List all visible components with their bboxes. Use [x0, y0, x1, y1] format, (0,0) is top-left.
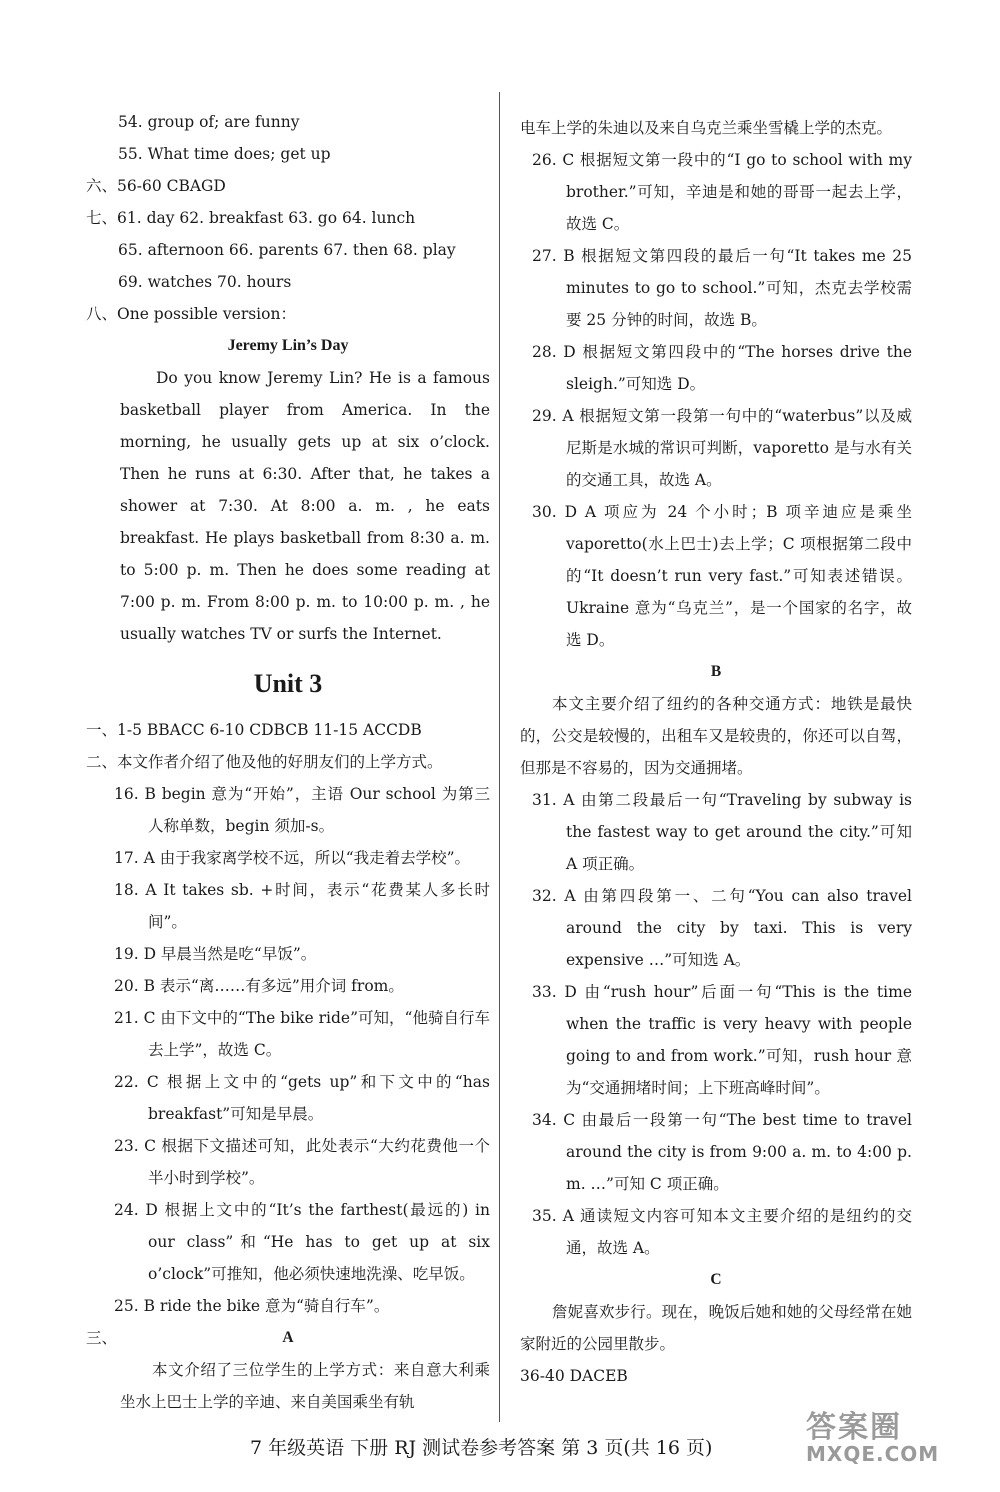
passage-a-heading: A	[282, 1329, 294, 1346]
question-23: 23. C 根据下文描述可知，此处表示“大约花费他一个半小时到学校”。	[114, 1137, 490, 1187]
section-8-heading: 八、One possible version：	[86, 305, 296, 323]
passage-c-heading: C	[710, 1271, 722, 1288]
question-28: 28. D 根据短文第四段中的“The horses drive the sleigh.”可知选 D。	[532, 343, 912, 393]
question-33: 33. D 由“rush hour”后面一句“This is the time when the traffic is very heavy with people going to and from work.”可知，rush hour 意为“交通拥堵时间；上下班高峰时间”。	[532, 983, 912, 1097]
question-27: 27. B 根据短文第四段的最后一句“It takes me 25 minutes to go to school.”可知，杰克去学校需要 25 分钟的时间，故选 B。	[532, 247, 912, 329]
question-19: 19. D 早晨当然是吃“早饭”。	[114, 945, 317, 963]
passage-a-summary-continued: 电车上学的朱迪以及来自乌克兰乘坐雪橇上学的杰克。	[520, 119, 893, 137]
right-column	[520, 112, 912, 1392]
answer-55: 55. What time does; get up	[118, 145, 331, 163]
question-32: 32. A 由第四段第一、二句“You can also travel around the city by taxi. This is very expensive …”可知选 A。	[532, 887, 912, 969]
question-24: 24. D 根据上文中的“It’s the farthest(最远的) in our class”和“He has to get up at six o’clock”可推知，他必须快速地洗澡、吃早饭。	[114, 1201, 490, 1283]
column-divider	[499, 92, 500, 1422]
question-29: 29. A 根据短文第一段第一句中的“waterbus”以及威尼斯是水城的常识可判断，vaporetto 是与水有关的交通工具，故选 A。	[532, 407, 912, 489]
question-25: 25. B ride the bike 意为“骑自行车”。	[114, 1297, 390, 1315]
section-7-line-2: 65. afternoon 66. parents 67. then 68. play	[118, 241, 456, 259]
unit3-section-2: 二、本文作者介绍了他及他的好朋友们的上学方式。	[86, 753, 443, 771]
question-22: 22. C 根据上文中的“gets up”和下文中的“has breakfast”可知是早晨。	[114, 1073, 490, 1123]
page-footer: 7 年级英语 下册 RJ 测试卷参考答案 第 3 页(共 16 页)	[250, 1437, 713, 1459]
passage-c-summary: 詹妮喜欢步行。现在，晚饭后她和她的父母经常在她家附近的公园里散步。	[520, 1303, 912, 1353]
question-30: 30. D A 项应为 24 个小时；B 项辛迪应是乘坐 vaporetto(水上巴士)去上学；C 项根据第二段中的“It doesn’t run very fast.”可知表述错误。Ukraine 意为“乌克兰”，是一个国家的名字，故选 D。	[532, 503, 912, 649]
question-31: 31. A 由第二段最后一句“Traveling by subway is the fastest way to get around the city.”可知 A 项正确。	[532, 791, 912, 873]
answers-36-40: 36-40 DACEB	[520, 1367, 628, 1385]
question-35: 35. A 通读短文内容可知本文主要介绍的是纽约的交通，故选 A。	[532, 1207, 912, 1257]
passage-a-summary: 本文介绍了三位学生的上学方式：来自意大利乘坐水上巴士上学的辛迪、来自美国乘坐有轨	[120, 1361, 490, 1411]
section-7-line-1: 七、61. day 62. breakfast 63. go 64. lunch	[86, 209, 416, 227]
passage-b-heading: B	[710, 663, 722, 680]
unit-title: Unit 3	[253, 669, 323, 698]
passage-b-summary: 本文主要介绍了纽约的各种交通方式：地铁是最快的，公交是较慢的，出租车又是较贵的，你还可以自驾，但那是不容易的，因为交通拥堵。	[520, 695, 912, 777]
watermark-url: MXQE.COM	[806, 1442, 940, 1466]
question-20: 20. B 表示“离……有多远”用介词 from。	[114, 977, 404, 995]
question-21: 21. C 由下文中的“The bike ride”可知，“他骑自行车去上学”，故选 C。	[114, 1009, 490, 1059]
section-7-line-3: 69. watches 70. hours	[118, 273, 292, 291]
unit3-section-1: 一、1-5 BBACC 6-10 CDBCB 11-15 ACCDB	[86, 721, 422, 739]
question-16: 16. B begin 意为“开始”，主语 Our school 为第三人称单数，begin 须加-s。	[114, 785, 490, 835]
section-6-answers: 六、56-60 CBAGD	[86, 177, 226, 195]
left-column	[86, 106, 490, 1418]
question-17: 17. A 由于我家离学校不远，所以“我走着去学校”。	[114, 849, 471, 867]
watermark-logo	[806, 1402, 976, 1482]
unit3-section-3: 三、	[86, 1329, 118, 1347]
section-3-row	[86, 1322, 490, 1354]
essay-body: Do you know Jeremy Lin? He is a famous basketball player from America. In the morning, he usually gets up at six o’clock. Then he runs at 6:30. After that, he takes a shower at 7:30. At 8:00 a. m. , he eats breakfast. He plays basketball from 8:30 a. m. to 5:00 p. m. Then he does some reading at 7:00 p. m. From 8:00 p. m. to 10:00 p. m. , he usually watches TV or surfs the Internet.	[120, 369, 490, 643]
essay-title: Jeremy Lin’s Day	[227, 337, 349, 354]
question-26: 26. C 根据短文第一段中的“I go to school with my brother.”可知，辛迪是和她的哥哥一起去上学，故选 C。	[532, 151, 912, 233]
question-18: 18. A It takes sb. +时间，表示“花费某人多长时间”。	[114, 881, 490, 931]
question-34: 34. C 由最后一段第一句“The best time to travel around the city is from 9:00 a. m. to 4:00 p. m. …”可知 C 项正确。	[532, 1111, 912, 1193]
watermark-text: 答案圈	[806, 1410, 902, 1445]
answer-54: 54. group of; are funny	[118, 113, 300, 131]
